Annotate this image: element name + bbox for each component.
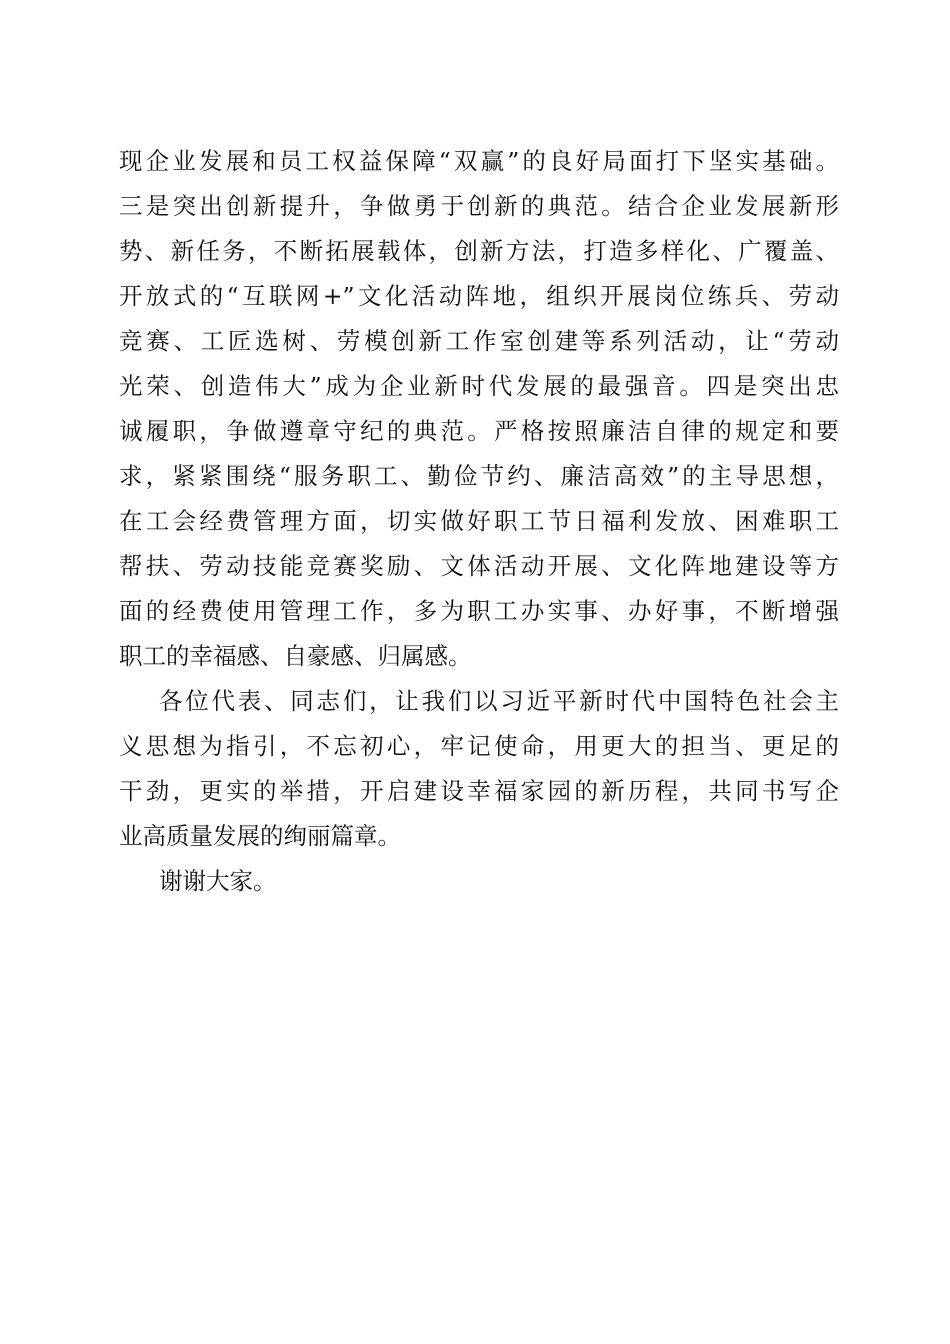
- text-line: 竞赛、工匠选树、劳模创新工作室创建等系列活动，让“劳动: [119, 327, 839, 355]
- text-line: 面的经费使用管理工作，多为职工办实事、办好事，不断增强: [119, 597, 839, 625]
- text-line: 三是突出创新提升，争做勇于创新的典范。结合企业发展新形: [119, 192, 839, 220]
- text-line: 干劲，更实的举措，开启建设幸福家园的新历程，共同书写企: [119, 777, 839, 805]
- text-line: 势、新任务，不断拓展载体，创新方法，打造多样化、广覆盖、: [119, 237, 839, 265]
- paragraph-last-line: 业高质量发展的绚丽篇章。: [119, 822, 401, 850]
- paragraph-first-line: 各位代表、同志们，让我们以习近平新时代中国特色社会主: [159, 687, 839, 715]
- text-line: 义思想为指引，不忘初心，牢记使命，用更大的担当、更足的: [119, 732, 839, 760]
- text-line: 帮扶、劳动技能竞赛奖励、文体活动开展、文化阵地建设等方: [119, 552, 839, 580]
- text-line: 求，紧紧围绕“服务职工、勤俭节约、廉洁高效”的主导思想，: [119, 462, 839, 490]
- text-line: 在工会经费管理方面，切实做好职工节日福利发放、困难职工: [119, 507, 839, 535]
- closing-line: 谢谢大家。: [159, 867, 277, 895]
- text-line: 开放式的“互联网+”文化活动阵地，组织开展岗位练兵、劳动: [119, 282, 839, 310]
- text-line: 诚履职，争做遵章守纪的典范。严格按照廉洁自律的规定和要: [119, 417, 839, 445]
- paragraph-last-line: 职工的幸福感、自豪感、归属感。: [119, 642, 472, 670]
- text-line: 现企业发展和员工权益保障“双赢”的良好局面打下坚实基础。: [119, 147, 839, 175]
- text-line: 光荣、创造伟大”成为企业新时代发展的最强音。四是突出忠: [119, 372, 839, 400]
